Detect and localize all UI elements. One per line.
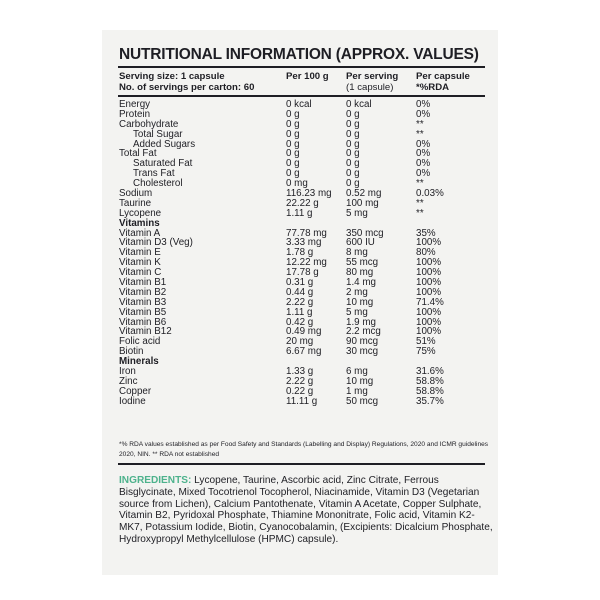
table-row	[119, 347, 489, 357]
cell-per100: 0 g	[286, 118, 300, 130]
cell-per100: 2.22 g	[286, 375, 314, 387]
servings-per-carton: No. of servings per carton: 60	[119, 82, 255, 93]
cell-per100: 17.78 g	[286, 267, 319, 279]
cell-rda: 100%	[416, 277, 442, 289]
cell-name: Vitamin A	[119, 227, 161, 239]
cell-name: Vitamin D3 (Veg)	[119, 237, 193, 249]
cell-serving: 2.2 mcg	[346, 326, 381, 338]
cell-serving: 0 g	[346, 148, 360, 160]
cell-per100: 0 mg	[286, 178, 308, 190]
cell-serving: 0 g	[346, 138, 360, 150]
cell-serving: 0 g	[346, 178, 360, 190]
cell-name: Cholesterol	[133, 178, 183, 190]
cell-rda: 100%	[416, 257, 442, 269]
col-header-serving: Per serving	[346, 71, 399, 82]
cell-name: Biotin	[119, 346, 144, 358]
cell-name: Vitamins	[119, 217, 160, 229]
cell-per100: 1.11 g	[286, 207, 313, 219]
cell-name: Carbohydrate	[119, 118, 179, 130]
cell-serving: 0 g	[346, 128, 360, 140]
cell-rda: 35%	[416, 227, 436, 239]
cell-per100: 6.67 mg	[286, 346, 322, 358]
cell-rda: 100%	[416, 326, 442, 338]
cell-per100: 77.78 mg	[286, 227, 327, 239]
cell-serving: 1.9 mg	[346, 316, 376, 328]
cell-serving: 8 mg	[346, 247, 368, 259]
cell-serving: 50 mcg	[346, 395, 379, 407]
serving-size: Serving size: 1 capsule	[119, 71, 225, 82]
cell-rda: 0%	[416, 168, 431, 180]
cell-rda: 51%	[416, 336, 436, 348]
cell-per100: 22.22 g	[286, 197, 319, 209]
footnote: *% RDA values established as per Food Safety and Standards (Labelling and Display) Regulations, 2020 and ICMR guidelines 2020, NIN. ** RDA not established	[119, 441, 489, 458]
cell-per100: 0 g	[286, 108, 300, 120]
cell-rda: **	[416, 178, 424, 190]
cell-per100: 0 g	[286, 138, 300, 150]
table-row	[119, 209, 489, 219]
cell-name: Lycopene	[119, 207, 162, 219]
cell-serving: 0 kcal	[346, 99, 372, 110]
cell-per100: 12.22 mg	[286, 257, 327, 269]
page-title: NUTRITIONAL INFORMATION (APPROX. VALUES)	[119, 46, 479, 63]
cell-name: Protein	[119, 108, 151, 120]
cell-name: Iron	[119, 366, 136, 378]
cell-name: Energy	[119, 99, 151, 110]
cell-serving: 6 mg	[346, 366, 368, 378]
cell-serving: 55 mcg	[346, 257, 379, 269]
cell-serving: 80 mg	[346, 267, 374, 279]
cell-serving: 0 g	[346, 108, 360, 120]
cell-per100: 0 g	[286, 158, 300, 170]
cell-rda: **	[416, 207, 424, 219]
cell-name: Total Sugar	[133, 128, 183, 140]
cell-rda: 35.7%	[416, 395, 444, 407]
cell-serving: 600 IU	[346, 237, 375, 249]
cell-rda: 80%	[416, 247, 436, 259]
cell-serving: 1.4 mg	[346, 277, 376, 289]
cell-name: Vitamin B12	[119, 326, 172, 338]
cell-name: Trans Fat	[133, 168, 175, 180]
cell-per100: 11.11 g	[286, 395, 318, 407]
cell-serving: 5 mg	[346, 306, 368, 318]
col-header-serving-sub: (1 capsule)	[346, 82, 394, 93]
cell-name: Vitamin C	[119, 267, 162, 279]
table-row	[119, 100, 489, 110]
cell-name: Saturated Fat	[133, 158, 193, 170]
cell-per100: 0.22 g	[286, 385, 314, 397]
cell-rda: 0%	[416, 148, 431, 160]
cell-rda: 31.6%	[416, 366, 444, 378]
divider	[118, 95, 485, 97]
cell-per100: 1.11 g	[286, 306, 313, 318]
cell-rda: 0%	[416, 99, 431, 110]
cell-name: Taurine	[119, 197, 152, 209]
cell-name: Added Sugars	[133, 138, 196, 150]
cell-serving: 0 g	[346, 168, 360, 180]
divider	[118, 66, 485, 68]
cell-per100: 0 g	[286, 128, 300, 140]
cell-serving: 0 g	[346, 118, 360, 130]
cell-name: Copper	[119, 385, 152, 397]
cell-name: Vitamin E	[119, 247, 161, 259]
cell-name: Sodium	[119, 188, 153, 200]
cell-name: Vitamin B3	[119, 296, 167, 308]
cell-per100: 0 g	[286, 148, 300, 160]
cell-rda: 0%	[416, 108, 431, 120]
cell-name: Total Fat	[119, 148, 157, 160]
cell-rda: 0.03%	[416, 188, 444, 200]
nutrition-table	[119, 100, 489, 407]
cell-name: Minerals	[119, 356, 159, 368]
cell-serving: 90 mcg	[346, 336, 379, 348]
cell-serving: 100 mg	[346, 197, 379, 209]
divider	[118, 463, 485, 465]
cell-name: Folic acid	[119, 336, 161, 348]
cell-serving: 0 g	[346, 158, 360, 170]
cell-rda: **	[416, 118, 424, 130]
cell-per100: 1.78 g	[286, 247, 314, 259]
cell-rda: 100%	[416, 316, 442, 328]
cell-name: Vitamin K	[119, 257, 161, 269]
cell-per100: 116.23 mg	[286, 188, 332, 200]
cell-per100: 0.42 g	[286, 316, 314, 328]
cell-per100: 0.44 g	[286, 286, 314, 298]
col-header-rda: *%RDA	[416, 82, 450, 93]
cell-rda: 100%	[416, 286, 442, 298]
cell-rda: 75%	[416, 346, 436, 358]
cell-per100: 20 mg	[286, 336, 314, 348]
cell-per100: 2.22 g	[286, 296, 314, 308]
col-header-capsule: Per capsule	[416, 71, 470, 82]
cell-per100: 3.33 mg	[286, 237, 322, 249]
cell-name: Vitamin B6	[119, 316, 167, 328]
ingredients-text: Lycopene, Taurine, Ascorbic acid, Zinc Citrate, Ferrous Bisglycinate, Mixed Tocotrienol Tocopherol, Niacinamide, Vitamin D3 (Vegetarian source from Lichen), Calcium Pantothenate, Vitamin A Acetate, Copper Sulphate, Vitamin B2, Pyridoxal Phosphate, Thiamine Mononitrate, Folic acid, Vitamin K2-MK7, Potassium Iodide, Biotin, Cyanocobalamin, (Excipients: Dicalcium Phosphate, Hydroxypropyl Methylcellulose (HPMC) capsule).	[119, 475, 493, 545]
cell-serving: 5 mg	[346, 207, 368, 219]
cell-rda: 58.8%	[416, 385, 444, 397]
cell-rda: 58.8%	[416, 375, 444, 387]
cell-serving: 2 mg	[346, 286, 368, 298]
cell-name: Iodine	[119, 395, 146, 407]
cell-rda: 71.4%	[416, 296, 444, 308]
cell-name: Zinc	[119, 375, 138, 387]
cell-rda: 100%	[416, 237, 442, 249]
ingredients-label: INGREDIENTS:	[119, 475, 192, 486]
cell-serving: 0.52 mg	[346, 188, 382, 200]
cell-per100: 0.31 g	[286, 277, 314, 289]
cell-serving: 30 mcg	[346, 346, 379, 358]
cell-rda: **	[416, 128, 424, 140]
ingredients	[119, 475, 494, 546]
cell-rda: **	[416, 197, 424, 209]
cell-rda: 100%	[416, 306, 442, 318]
cell-serving: 10 mg	[346, 375, 374, 387]
cell-rda: 0%	[416, 158, 431, 170]
col-header-per100: Per 100 g	[286, 71, 329, 82]
table-row	[119, 140, 489, 150]
cell-rda: 0%	[416, 138, 431, 150]
cell-per100: 1.33 g	[286, 366, 314, 378]
cell-serving: 10 mg	[346, 296, 374, 308]
cell-per100: 0 kcal	[286, 99, 312, 110]
cell-rda: 100%	[416, 267, 442, 279]
cell-per100: 0.49 mg	[286, 326, 322, 338]
cell-name: Vitamin B5	[119, 306, 167, 318]
cell-serving: 1 mg	[346, 385, 368, 397]
cell-name: Vitamin B2	[119, 286, 167, 298]
table-row	[119, 397, 489, 407]
cell-serving: 350 mcg	[346, 227, 384, 239]
cell-name: Vitamin B1	[119, 277, 167, 289]
cell-per100: 0 g	[286, 168, 300, 180]
